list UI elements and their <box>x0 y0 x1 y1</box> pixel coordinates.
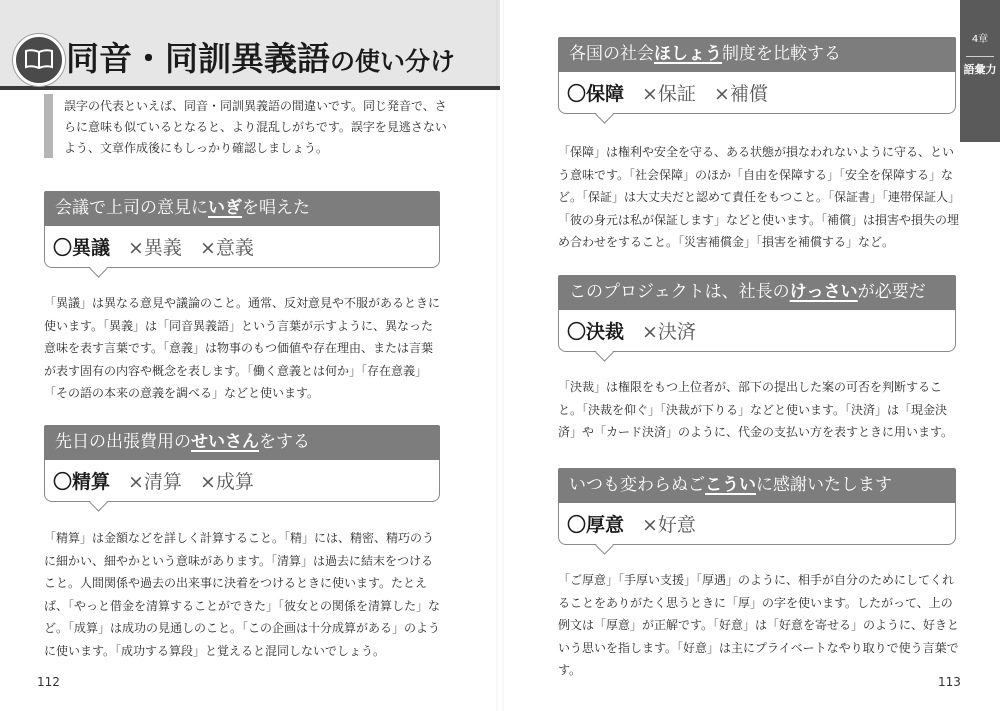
correct-answer: 〇厚意 <box>567 514 625 536</box>
question-keyword: けっさい <box>789 282 858 302</box>
wrong-answer: ×保証 <box>642 83 696 105</box>
right-page <box>500 0 1000 711</box>
question-keyword: いぎ <box>208 198 242 218</box>
chapter-skill: 語彙力 <box>963 63 997 76</box>
question-text-end: を唱えた <box>242 198 310 218</box>
page-number: 113 <box>938 675 961 689</box>
chapter-tab <box>960 0 1000 142</box>
section-koui <box>558 468 956 550</box>
question-text: いつも変わらぬご <box>569 475 705 495</box>
open-book-icon <box>13 34 65 86</box>
question-keyword: こうい <box>705 475 756 495</box>
tab-rule <box>966 56 994 57</box>
intro-text: 誤字の代表といえば、同音・同訓異義語の間違いです。同じ発音で、さらに意味も似ているとなると、より混乱しがちです。誤字を見逃さないよう、文章作成後にもしっかり確認しましょう。 <box>64 99 447 155</box>
title-main: 同音・同訓異義語 <box>66 39 330 78</box>
wrong-answer: ×清算 <box>128 471 182 493</box>
explanation-text: 「精算」は金額などを詳しく計算すること。「精」には、精密、精巧のうに細かい、細やかという意味があります。「清算」は過去に結末をつけること。人間関係や過去の出来事に決着をつけるときに使います。たとえば、「やっと借金を清算することができた」「彼女との関係を清算した」など。「成算」は成功の見通しのこと。「この企画は十分成算がある」のように使います。「成功する算段」と覚えると混同しないでしょう。 <box>44 531 441 658</box>
wrong-answer: ×好意 <box>642 514 696 536</box>
question-text-end: に感謝いたします <box>756 475 892 495</box>
question-text: 会議で上司の意見に <box>55 198 208 218</box>
explanation-text: 「異議」は異なる意見や議論のこと。通常、反対意見や不服があるときに使います。「異義」は「同音異義語」という言葉が示すように、異なった意味を表す言葉です。「意義」は物事のもつ価値や存在理由、または言葉が表す固有の内容や概念を表します。「働く意義とは何か」「存在意義」「その語の本来の意義を調べる」などと使います。 <box>44 296 441 400</box>
correct-answer: 〇精算 <box>53 471 111 493</box>
question-heading <box>558 37 956 72</box>
explanation-text: 「ご厚意」「手厚い支援」「厚遇」のように、相手が自分のためにしてくれることをありがたく思うときに「厚」の字を使います。したがって、上の例文は「厚意」が正解です。「好意」は「好意を寄せる」のように、好きという思いを指します。「好意」は主にプライベートなやり取りで使う言葉です。 <box>558 573 960 677</box>
correct-answer: 〇決裁 <box>567 321 625 343</box>
question-text-end: 制度を比較する <box>722 44 841 64</box>
book-gutter <box>496 0 504 711</box>
question-keyword: ほしょう <box>654 44 722 64</box>
question-heading <box>44 191 440 226</box>
section-igi <box>44 191 440 273</box>
wrong-answer: ×成算 <box>199 471 254 493</box>
answer-box <box>44 460 440 502</box>
answer-box <box>44 226 440 268</box>
section-seisan <box>44 425 440 507</box>
question-keyword: せいさん <box>191 432 259 452</box>
section-kessai <box>558 275 956 357</box>
wrong-answer: ×意義 <box>199 237 254 259</box>
question-text-end: が必要だ <box>857 282 926 302</box>
explanation-text: 「保障」は権利や安全を守る、ある状態が損なわれないように守る、という意味です。「社会保障」のほか「自由を保障する」「安全を保障する」など。「保証」は大丈夫だと認めて責任をもつこと。「保証書」「連帯保証人」「彼の身元は私が保証します」などと使います。「補償」は損害や損失の埋め合わせをすること。「災害補償金」「損害を補償する」など。 <box>558 145 961 249</box>
question-text-end: をする <box>259 432 310 452</box>
intro-rule <box>44 94 53 158</box>
question-heading <box>44 425 440 460</box>
correct-answer: 〇異議 <box>53 237 111 259</box>
wrong-answer: ×異義 <box>128 237 182 259</box>
answer-box <box>558 503 956 545</box>
question-text: 各国の社会 <box>569 44 654 64</box>
question-heading <box>558 275 956 310</box>
section-hosho <box>558 37 956 119</box>
correct-answer: 〇保障 <box>567 83 625 105</box>
header-rule <box>0 86 500 90</box>
question-text: 先日の出張費用の <box>55 432 191 452</box>
page-title <box>66 34 455 84</box>
page-number: 112 <box>37 675 60 689</box>
wrong-answer: ×決済 <box>642 321 696 343</box>
question-heading <box>558 468 956 503</box>
answer-box <box>558 72 956 114</box>
title-tail: の使い分け <box>330 47 456 76</box>
explanation-text: 「決裁」は権限をもつ上位者が、部下の提出した案の可否を判断すること。「決裁を仰ぐ」「決裁が下りる」などと使います。「決済」は「現金決済」や「カード決済」のように、代金の支払い方を表すときに用います。 <box>558 380 954 439</box>
answer-box <box>558 310 956 352</box>
question-text: このプロジェクトは、社長の <box>569 282 790 302</box>
wrong-answer: ×補償 <box>713 83 768 105</box>
chapter-label: 4章 <box>971 34 989 45</box>
